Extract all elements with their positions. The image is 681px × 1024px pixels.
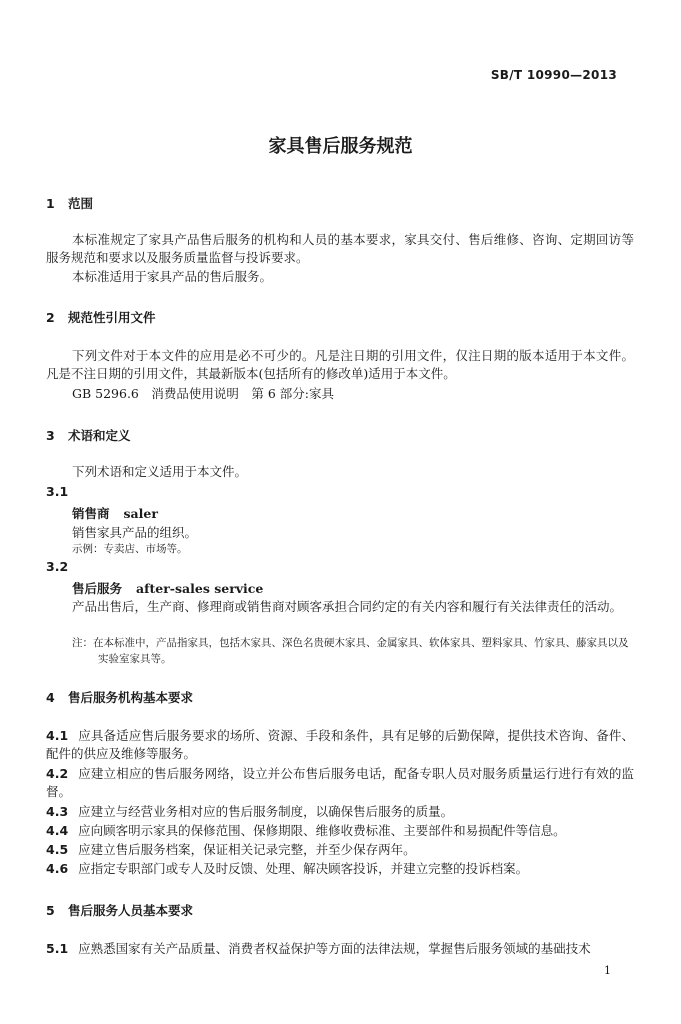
section-5-heading	[46, 901, 193, 919]
term-definition: 产品出售后，生产商、修理商或销售商对顾客承担合同约定的有关内容和履行有关法律责任的活动。	[72, 599, 623, 614]
section-1-heading	[46, 194, 93, 212]
term-heading	[72, 504, 158, 522]
section-title: 范围	[68, 196, 94, 211]
term-english: after-sales service	[136, 581, 264, 596]
term-heading	[72, 579, 263, 597]
clause	[46, 803, 634, 821]
section-title: 规范性引用文件	[68, 310, 156, 325]
clause	[46, 822, 634, 840]
paragraph: 本标准适用于家具产品的售后服务。	[72, 269, 273, 284]
section-title: 售后服务人员基本要求	[68, 903, 194, 918]
document-title: 家具售后服务规范	[268, 136, 413, 157]
section-number: 2	[46, 310, 55, 325]
term-chinese: 销售商	[72, 506, 110, 521]
clause-text: 应建立相应的售后服务网络，设立并公布售后服务电话，配备专职人员对服务质量运行进行有效的监督。	[46, 766, 634, 799]
section-title: 术语和定义	[68, 428, 131, 443]
section-4-heading	[46, 688, 193, 706]
section-3-heading	[46, 426, 131, 444]
term-note: 注：在本标准中，产品指家具，包括木家具、深色名贵硬木家具、金属家具、软体家具、塑料家具、竹家具、藤家具以及	[72, 637, 629, 649]
section-2-heading	[46, 308, 156, 326]
section-number: 4	[46, 690, 55, 705]
normative-reference: GB 5296.6 消费品使用说明 第 6 部分:家具	[72, 386, 334, 401]
clause-number: 4.2	[46, 766, 69, 781]
clause-text: 应熟悉国家有关产品质量、消费者权益保护等方面的法律法规，掌握售后服务领域的基础技术	[78, 941, 591, 956]
term-example: 示例：专卖店、市场等。	[72, 543, 188, 555]
clause-text: 应指定专职部门或专人及时反馈、处理、解决顾客投诉，并建立完整的投诉档案。	[78, 861, 529, 876]
section-number: 3	[46, 428, 55, 443]
clause-text: 应具备适应售后服务要求的场所、资源、手段和条件，具有足够的后勤保障，提供技术咨询、备件、配件的供应及维修等服务。	[46, 728, 634, 761]
clause-text: 应建立售后服务档案，保证相关记录完整，并至少保存两年。	[78, 842, 416, 857]
page-number: 1	[604, 964, 611, 977]
term-chinese: 售后服务	[72, 581, 123, 596]
clause-text: 应建立与经营业务相对应的售后服务制度，以确保售后服务的质量。	[78, 804, 454, 819]
standard-number: SB/T 10990—2013	[490, 68, 617, 82]
clause-number: 4.1	[46, 728, 69, 743]
clause	[46, 727, 634, 763]
section-title: 售后服务机构基本要求	[68, 690, 194, 705]
clause-number: 4.4	[46, 823, 69, 838]
clause-text: 应向顾客明示家具的保修范围、保修期限、维修收费标准、主要部件和易损配件等信息。	[78, 823, 566, 838]
term-number: 3.1	[46, 484, 69, 499]
clause	[46, 765, 634, 801]
paragraph: 下列文件对于本文件的应用是必不可少的。凡是注日期的引用文件，仅注日期的版本适用于本文件。凡是不注日期的引用文件，其最新版本(包括所有的修改单)适用于本文件。	[46, 348, 634, 381]
clause-number: 5.1	[46, 941, 69, 956]
clause	[46, 860, 634, 878]
clause	[46, 940, 634, 958]
section-number: 1	[46, 196, 55, 211]
clause-number: 4.6	[46, 861, 69, 876]
term-definition: 销售家具产品的组织。	[72, 525, 198, 540]
paragraph: 本标准规定了家具产品售后服务的机构和人员的基本要求，家具交付、售后维修、咨询、定期回访等服务规范和要求以及服务质量监督与投诉要求。	[46, 232, 634, 265]
section-number: 5	[46, 903, 55, 918]
paragraph: 下列术语和定义适用于本文件。	[72, 464, 248, 479]
clause	[46, 841, 634, 859]
term-number: 3.2	[46, 559, 69, 574]
clause-number: 4.5	[46, 842, 69, 857]
clause-number: 4.3	[46, 804, 69, 819]
term-note-continued: 实验室家具等。	[98, 653, 172, 665]
term-english: saler	[123, 506, 158, 521]
